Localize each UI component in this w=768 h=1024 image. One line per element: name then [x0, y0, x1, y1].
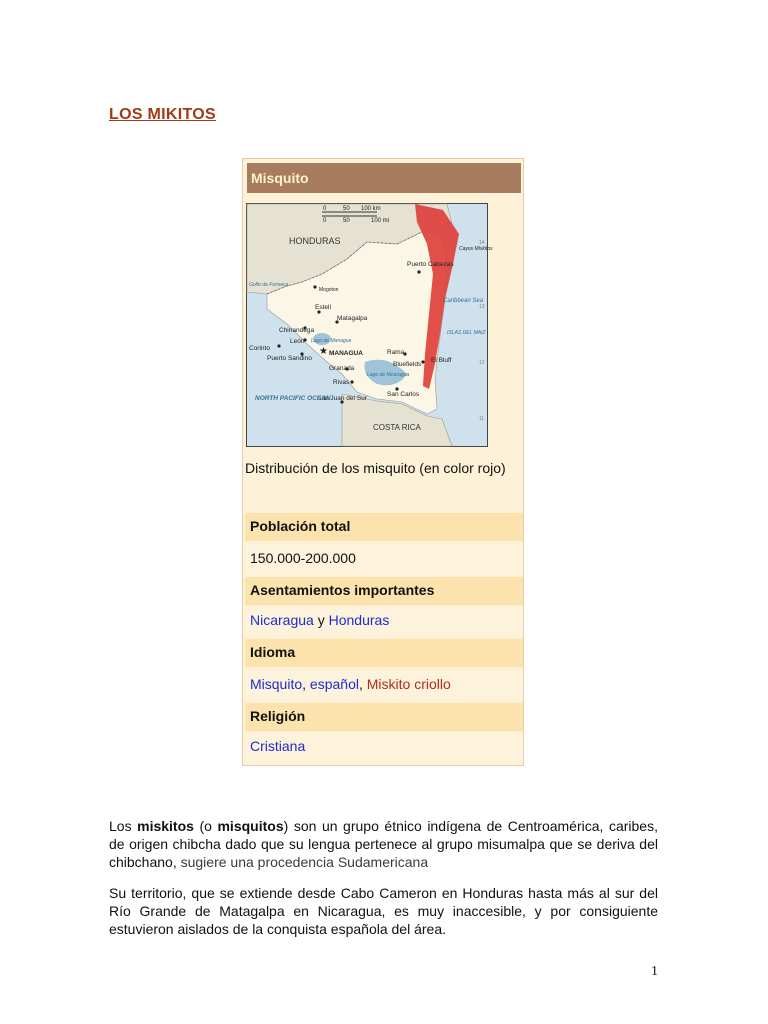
term-miskitos: miskitos [137, 818, 194, 834]
text-run-highlight: sugiere una procedencia Sudamericana [180, 854, 429, 870]
map-grid-number: 14 [479, 240, 485, 246]
link-misquito[interactable]: Misquito [250, 676, 303, 692]
map-place: Cayos Miskitos [459, 246, 493, 252]
map-place: Rivas [333, 379, 350, 386]
map-scale-label: 50 [343, 218, 350, 224]
map-label-honduras: HONDURAS [289, 236, 341, 246]
map-grid-number: 11 [479, 416, 485, 422]
map-scale-label: 100 km [361, 206, 381, 212]
link-cristiana[interactable]: Cristiana [250, 738, 306, 754]
map-scale-label: 0 [323, 218, 327, 224]
page-number: 1 [651, 964, 658, 979]
map-place: MANAGUA [329, 350, 363, 357]
link-honduras[interactable]: Honduras [328, 612, 390, 628]
separator: , [302, 676, 310, 692]
map-place: ISLAS DEL MAIZ [447, 330, 486, 336]
map-place: Lago de Nicaragua [367, 372, 410, 378]
map-scale-label: 50 [343, 206, 350, 212]
map-place: Golfo de Fonseca [249, 282, 289, 288]
map-scale-label: 100 mi [371, 218, 390, 224]
map-label-costa-rica: COSTA RICA [373, 423, 421, 432]
link-miskito-criollo[interactable]: Miskito criollo [366, 676, 451, 692]
map-graphic [247, 204, 493, 446]
map-caption: Distribución de los misquito (en color rojo) [245, 460, 506, 476]
infobox-header: Misquito [247, 163, 521, 193]
map-scale-label: 0 [323, 206, 327, 212]
map-place: Chinandega [279, 327, 315, 334]
paragraph-intro [109, 817, 658, 871]
map-place: Granada [329, 365, 355, 372]
asentamientos-value [245, 607, 523, 635]
asentamientos-label: Asentamientos importantes [245, 577, 523, 605]
idioma-label: Idioma [245, 639, 523, 667]
map-place: Puerto Sandino [267, 355, 312, 362]
page-title: LOS MIKITOS [109, 106, 217, 123]
idioma-value [245, 671, 523, 699]
map-place: Corinto [249, 345, 270, 352]
religion-value [245, 733, 523, 761]
religion-label: Religión [245, 703, 523, 731]
link-espanol[interactable]: español [309, 676, 359, 692]
poblacion-value: 150.000-200.000 [245, 545, 523, 573]
map-place: Lago de Managua [311, 338, 352, 344]
map-place: Mogoton [319, 287, 339, 293]
text-run: (o [193, 818, 218, 834]
svg-text:★: ★ [319, 346, 328, 357]
infobox [242, 158, 524, 766]
map-place: Rama [387, 349, 405, 356]
map-place: San Carlos [387, 391, 420, 398]
map-place: Estelí [315, 304, 332, 311]
link-nicaragua[interactable]: Nicaragua [250, 612, 314, 628]
distribution-map [246, 203, 493, 447]
map-place: León [290, 338, 305, 345]
map-grid-number: 13 [479, 304, 485, 310]
map-grid-number: 12 [479, 360, 485, 366]
term-misquitos: misquitos [217, 818, 284, 834]
map-place: Puerto Cabezas [407, 261, 454, 268]
separator: y [313, 612, 329, 628]
paragraph-territorio: Su territorio, que se extiende desde Cabo Cameron en Honduras hasta más al sur del Río Grande de Matagalpa en Nicaragua, es muy inaccesible, y por consiguiente estuvieron aislados de la conquista española del área. [109, 885, 658, 937]
separator: , [358, 676, 367, 692]
text-run: ) son un grupo étnico indígena de Centroamérica, caribes, de origen chibcha dado que su lengua pertenece al grupo misumalpa que se deriva del chibchano, [109, 818, 658, 870]
map-place: Matagalpa [337, 315, 368, 322]
text-run: Los [109, 818, 138, 834]
poblacion-label: Población total [245, 513, 523, 541]
map-place: San Juan del Sur [317, 395, 367, 402]
map-place: Bluefields [393, 361, 422, 368]
map-place: Caribbean Sea [443, 298, 484, 304]
map-place: El Bluff [431, 357, 452, 364]
map-place: NORTH PACIFIC OCEAN [255, 395, 331, 402]
